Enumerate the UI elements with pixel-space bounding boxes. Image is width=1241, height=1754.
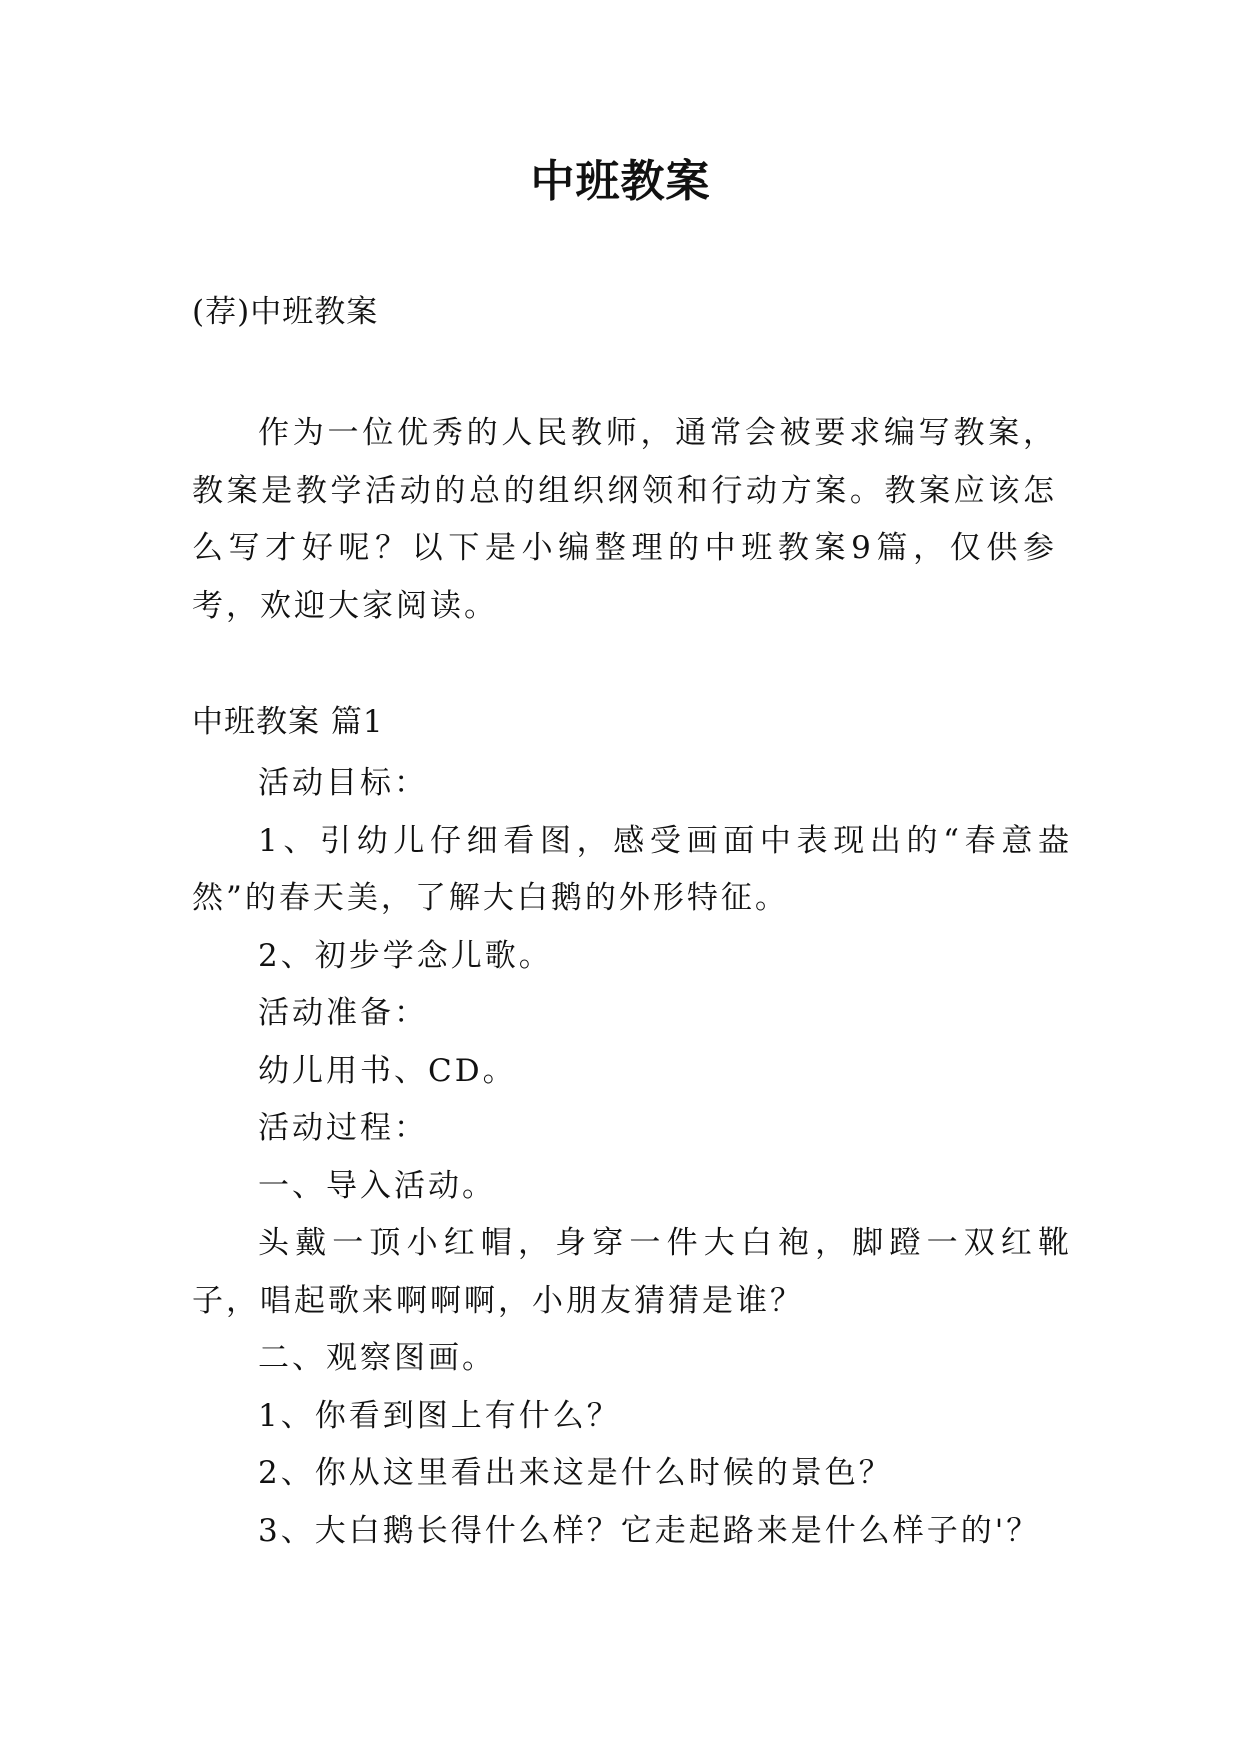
body-paragraph: 3、大白鹅长得什么样？它走起路来是什么样子的'？ (258, 1512, 1041, 1549)
body-paragraph: 幼儿用书、CD。 (258, 1052, 517, 1089)
body-paragraph: 头戴一顶小红帽，身穿一件大白袍，脚蹬一双红靴子，唱起歌来啊啊啊，小朋友猜猜是谁？ (192, 1225, 1072, 1319)
body-paragraph: 1、你看到图上有什么？ (258, 1397, 621, 1434)
document-subtitle: (荐)中班教案 (192, 294, 379, 330)
body-paragraph: 1、引幼儿仔细看图，感受画面中表现出的“春意盎然”的春天美，了解大白鹅的外形特征。 (192, 822, 1072, 916)
body-paragraph: 活动目标： (258, 765, 428, 801)
section-body (192, 755, 1072, 1560)
intro-paragraph: 作为一位优秀的人民教师，通常会被要求编写教案，教案是教学活动的总的组织纲领和行动方案。教案应该怎么写才好呢？以下是小编整理的中班教案9篇，仅供参考，欢迎大家阅读。 (192, 415, 1057, 624)
body-paragraph: 2、初步学念儿歌。 (258, 937, 553, 974)
body-paragraph: 2、你从这里看出来这是什么时候的景色？ (258, 1455, 893, 1491)
body-paragraph: 活动准备： (258, 995, 428, 1031)
body-paragraph: 一、导入活动。 (258, 1167, 496, 1204)
body-paragraph: 活动过程： (258, 1110, 428, 1146)
section-heading: 中班教案 篇1 (192, 704, 384, 740)
document-title: 中班教案 (530, 156, 711, 207)
body-paragraph: 二、观察图画。 (258, 1340, 496, 1376)
